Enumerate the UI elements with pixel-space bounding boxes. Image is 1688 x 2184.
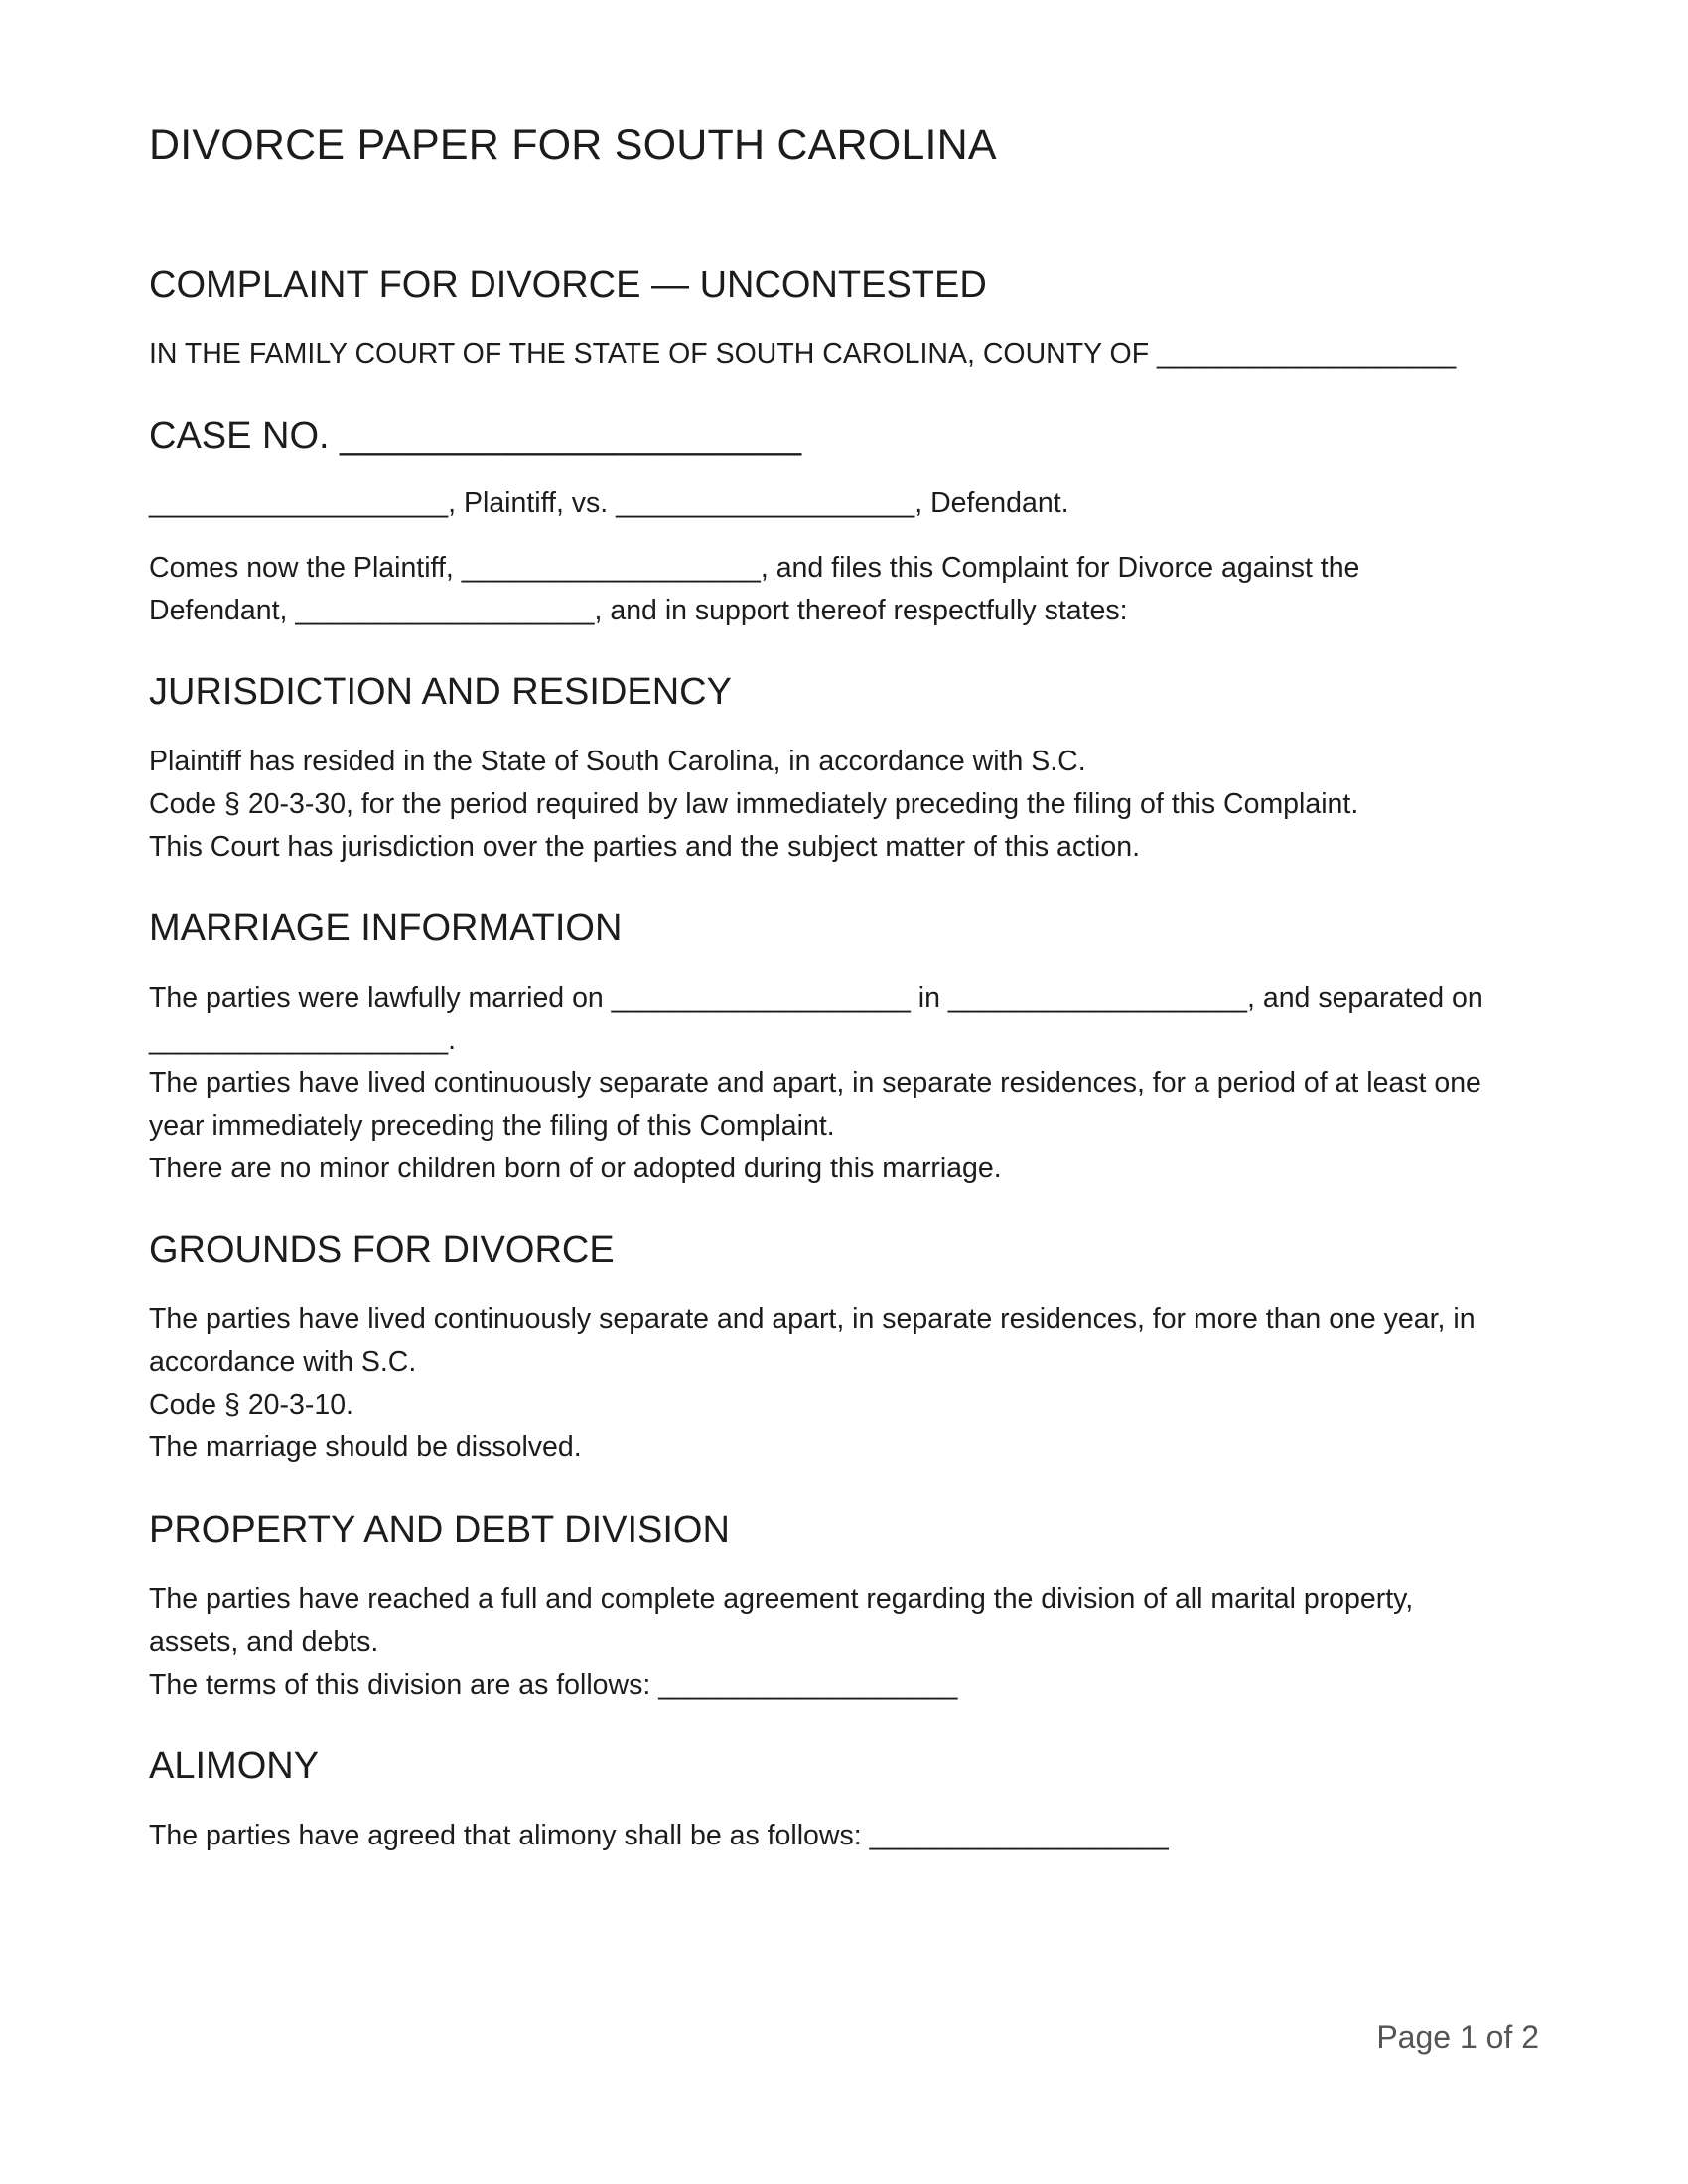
section-line: The parties have lived continuously separate and apart, in separate residences, for more than one year, in — [149, 1303, 1476, 1335]
section-line: ___________________. — [149, 1024, 457, 1056]
intro-line: Defendant, ___________________, and in support thereof respectfully states: — [149, 595, 1128, 626]
section-heading: MARRIAGE INFORMATION — [149, 907, 623, 949]
parties-line: ___________________, Plaintiff, vs. ___________________, Defendant. — [149, 487, 1069, 519]
section-line: Code § 20-3-30, for the period required by law immediately preceding the filing of this Complaint. — [149, 788, 1359, 820]
section-line: assets, and debts. — [149, 1626, 379, 1658]
intro-line: Comes now the Plaintiff, ___________________, and files this Complaint for Divorce against the — [149, 552, 1360, 584]
section-line: The parties have lived continuously separate and apart, in separate residences, for a period of at least one — [149, 1067, 1481, 1099]
section-line: The parties have reached a full and complete agreement regarding the division of all marital property, — [149, 1583, 1414, 1615]
case-number: CASE NO. ______________________ — [149, 415, 802, 457]
section-line: This Court has jurisdiction over the parties and the subject matter of this action. — [149, 831, 1140, 863]
section-line: The terms of this division are as follows: ___________________ — [149, 1669, 958, 1701]
section-line: The parties have agreed that alimony shall be as follows: ___________________ — [149, 1820, 1169, 1851]
section-line: Plaintiff has resided in the State of South Carolina, in accordance with S.C. — [149, 746, 1086, 777]
section-heading: PROPERTY AND DEBT DIVISION — [149, 1509, 730, 1551]
section-line: The parties were lawfully married on ___________________ in ___________________, and separated on — [149, 982, 1483, 1014]
section-line: There are no minor children born of or adopted during this marriage. — [149, 1153, 1002, 1184]
page-number: Page 1 of 2 — [1376, 2019, 1539, 2055]
section-heading: GROUNDS FOR DIVORCE — [149, 1229, 615, 1271]
section-heading: ALIMONY — [149, 1745, 320, 1787]
section-heading: JURISDICTION AND RESIDENCY — [149, 671, 732, 713]
section-line: The marriage should be dissolved. — [149, 1432, 582, 1463]
section-line: accordance with S.C. — [149, 1346, 417, 1378]
section-line: year immediately preceding the filing of this Complaint. — [149, 1110, 835, 1142]
complaint-heading: COMPLAINT FOR DIVORCE — UNCONTESTED — [149, 264, 987, 306]
section-line: Code § 20-3-10. — [149, 1389, 353, 1421]
document-title: DIVORCE PAPER FOR SOUTH CAROLINA — [149, 121, 997, 169]
court-line: IN THE FAMILY COURT OF THE STATE OF SOUTH CAROLINA, COUNTY OF ___________________ — [149, 339, 1457, 370]
